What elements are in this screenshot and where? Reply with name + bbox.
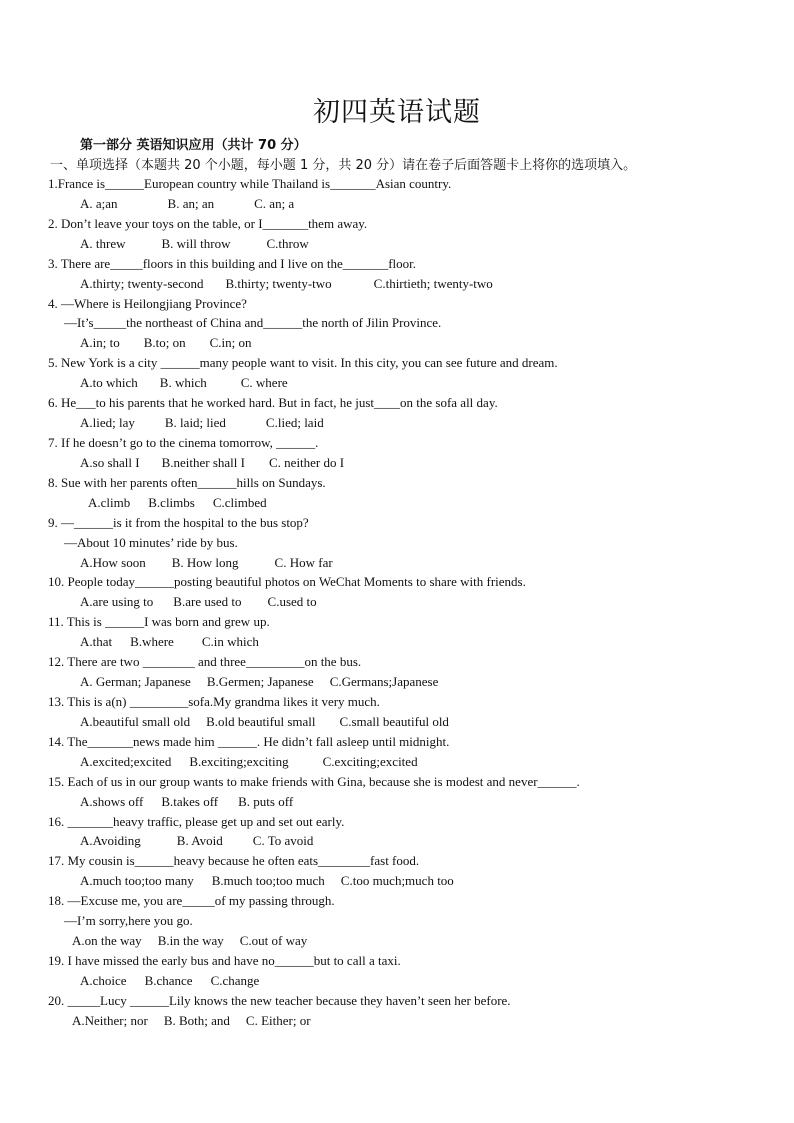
question-options xyxy=(48,453,768,473)
question-stem: 1.France is______European country while Thailand is_______Asian country. xyxy=(48,176,452,191)
answer-option: C. neither do I xyxy=(269,454,345,470)
answer-option: A.excited;excited xyxy=(80,753,172,769)
answer-option: C.out of way xyxy=(239,933,308,949)
question-options xyxy=(48,373,768,393)
question-options xyxy=(48,971,768,991)
section-heading: 一、单项选择（本题共 20 个小题，每小题 1 分，共 20 分）请在卷子后面答题卡上将你的选项填入。 xyxy=(50,158,637,173)
answer-option: C.climbed xyxy=(212,494,267,510)
question-options xyxy=(48,592,768,612)
answer-option: B.thirty; twenty-two xyxy=(225,275,332,291)
question-options xyxy=(48,234,768,254)
answer-option: A.thirty; twenty-second xyxy=(80,275,204,291)
question-stem: 11. This is ______I was born and grew up. xyxy=(48,614,270,630)
answer-option: B.are used to xyxy=(173,594,242,610)
answer-option: A.on the way xyxy=(72,933,142,949)
answer-option: C. To avoid xyxy=(252,833,314,849)
question-stem: 9. —______is it from the hospital to the bus stop? xyxy=(48,514,309,530)
answer-option: A. German; Japanese xyxy=(80,674,191,690)
answer-option: C. an; a xyxy=(254,195,295,211)
answer-option: A.Neither; nor xyxy=(72,1012,148,1028)
question-stem: 16. _______heavy traffic, please get up and set out early. xyxy=(48,813,345,829)
answer-option: B.exciting;exciting xyxy=(189,753,289,769)
question-stem: 2. Don’t leave your toys on the table, or I_______them away. xyxy=(48,215,368,231)
question-options xyxy=(48,831,768,851)
answer-option: B.Germen; Japanese xyxy=(206,674,314,690)
question-stem: 13. This is a(n) _________sofa.My grandma likes it very much. xyxy=(48,693,380,709)
question-stem: 15. Each of us in our group wants to make friends with Gina, because she is modest and never______. xyxy=(48,773,580,789)
answer-option: A.so shall I xyxy=(80,454,140,470)
answer-option: A. threw xyxy=(80,235,126,251)
question-stem: 14. The_______news made him ______. He didn’t fall asleep until midnight. xyxy=(48,733,450,749)
answer-option: C.change xyxy=(210,972,260,988)
answer-option: B. an; an xyxy=(167,195,215,211)
question-stem: 3. There are_____floors in this building and I live on the_______floor. xyxy=(48,255,417,271)
answer-option: A.are using to xyxy=(80,594,154,610)
answer-option: B. will throw xyxy=(161,235,231,251)
answer-option: C.exciting;excited xyxy=(322,753,418,769)
answer-option: B. How long xyxy=(171,554,239,570)
answer-option: B. Avoid xyxy=(176,833,223,849)
question-options xyxy=(48,493,768,513)
answer-option: C.thirtieth; twenty-two xyxy=(373,275,493,291)
answer-option: A.much too;too many xyxy=(80,873,194,889)
answer-option: A. a;an xyxy=(80,195,118,211)
answer-option: A.to which xyxy=(80,375,138,391)
answer-option: C. How far xyxy=(274,554,333,570)
answer-option: C. Either; or xyxy=(245,1012,311,1028)
answer-option: B.where xyxy=(130,634,174,650)
answer-option: B.old beautiful small xyxy=(206,713,316,729)
answer-option: B.much too;too much xyxy=(211,873,325,889)
question-stem: 19. I have missed the early bus and have no______but to call a taxi. xyxy=(48,952,401,968)
question-options xyxy=(48,672,768,692)
answer-option: C.small beautiful old xyxy=(339,713,449,729)
answer-option: B.neither shall I xyxy=(161,454,245,470)
question-options xyxy=(48,333,768,353)
answer-option: A.that xyxy=(80,634,113,650)
answer-option: B. Both; and xyxy=(163,1012,230,1028)
answer-option: C.Germans;Japanese xyxy=(329,674,439,690)
question-dialogue-line: —It’s_____the northeast of China and______the north of Jilin Province. xyxy=(64,315,442,331)
answer-option: B. puts off xyxy=(238,793,294,809)
question-stem: 17. My cousin is______heavy because he often eats________fast food. xyxy=(48,853,420,869)
question-stem: 7. If he doesn’t go to the cinema tomorrow, ______. xyxy=(48,434,319,450)
answer-option: C.throw xyxy=(266,235,309,251)
answer-option: A.How soon xyxy=(80,554,146,570)
answer-option: C.in; on xyxy=(209,335,252,351)
question-stem: 20. _____Lucy ______Lily knows the new teacher because they haven’t seen her before. xyxy=(48,992,511,1008)
answer-option: B. laid; lied xyxy=(164,415,226,431)
question-options xyxy=(48,1011,768,1031)
answer-option: C.too much;much too xyxy=(340,873,454,889)
answer-option: B. which xyxy=(159,375,207,391)
answer-option: A.beautiful small old xyxy=(80,713,191,729)
answer-option: A.climb xyxy=(88,494,131,510)
question-options xyxy=(48,194,768,214)
question-stem: 8. Sue with her parents often______hills on Sundays. xyxy=(48,474,326,490)
answer-option: B.to; on xyxy=(143,335,186,351)
question-options xyxy=(48,792,768,812)
question-stem: 4. —Where is Heilongjiang Province? xyxy=(48,295,247,311)
part-heading: 第一部分 英语知识应用（共计 70 分） xyxy=(80,138,307,153)
answer-option: A.shows off xyxy=(80,793,144,809)
question-dialogue-line: —About 10 minutes’ ride by bus. xyxy=(64,534,238,550)
answer-option: C.lied; laid xyxy=(265,415,324,431)
answer-option: B.in the way xyxy=(157,933,224,949)
question-options xyxy=(48,871,768,891)
answer-option: B.climbs xyxy=(148,494,195,510)
answer-option: C.used to xyxy=(267,594,317,610)
question-options xyxy=(48,553,768,573)
answer-option: A.choice xyxy=(80,972,127,988)
question-stem: 6. He___to his parents that he worked hard. But in fact, he just____on the sofa all day. xyxy=(48,395,498,411)
answer-option: C.in which xyxy=(201,634,259,650)
question-stem: 18. —Excuse me, you are_____of my passing through. xyxy=(48,893,335,909)
question-options xyxy=(48,413,768,433)
question-options xyxy=(48,752,768,772)
question-stem: 12. There are two ________ and three_________on the bus. xyxy=(48,654,362,670)
question-list xyxy=(48,174,768,1031)
question-stem: 10. People today______posting beautiful photos on WeChat Moments to share with friends. xyxy=(48,574,526,590)
question-options xyxy=(48,931,768,951)
question-options xyxy=(48,274,768,294)
question-dialogue-line: —I’m sorry,here you go. xyxy=(64,913,193,929)
answer-option: C. where xyxy=(240,375,288,391)
answer-option: B.chance xyxy=(144,972,193,988)
question-options xyxy=(48,632,768,652)
answer-option: B.takes off xyxy=(161,793,219,809)
question-options xyxy=(48,712,768,732)
question-stem: 5. New York is a city ______many people want to visit. In this city, you can see future and dream. xyxy=(48,355,558,371)
answer-option: A.Avoiding xyxy=(80,833,141,849)
answer-option: A.in; to xyxy=(80,335,120,351)
exam-title: 初四英语试题 xyxy=(313,97,481,128)
answer-option: A.lied; lay xyxy=(80,415,135,431)
